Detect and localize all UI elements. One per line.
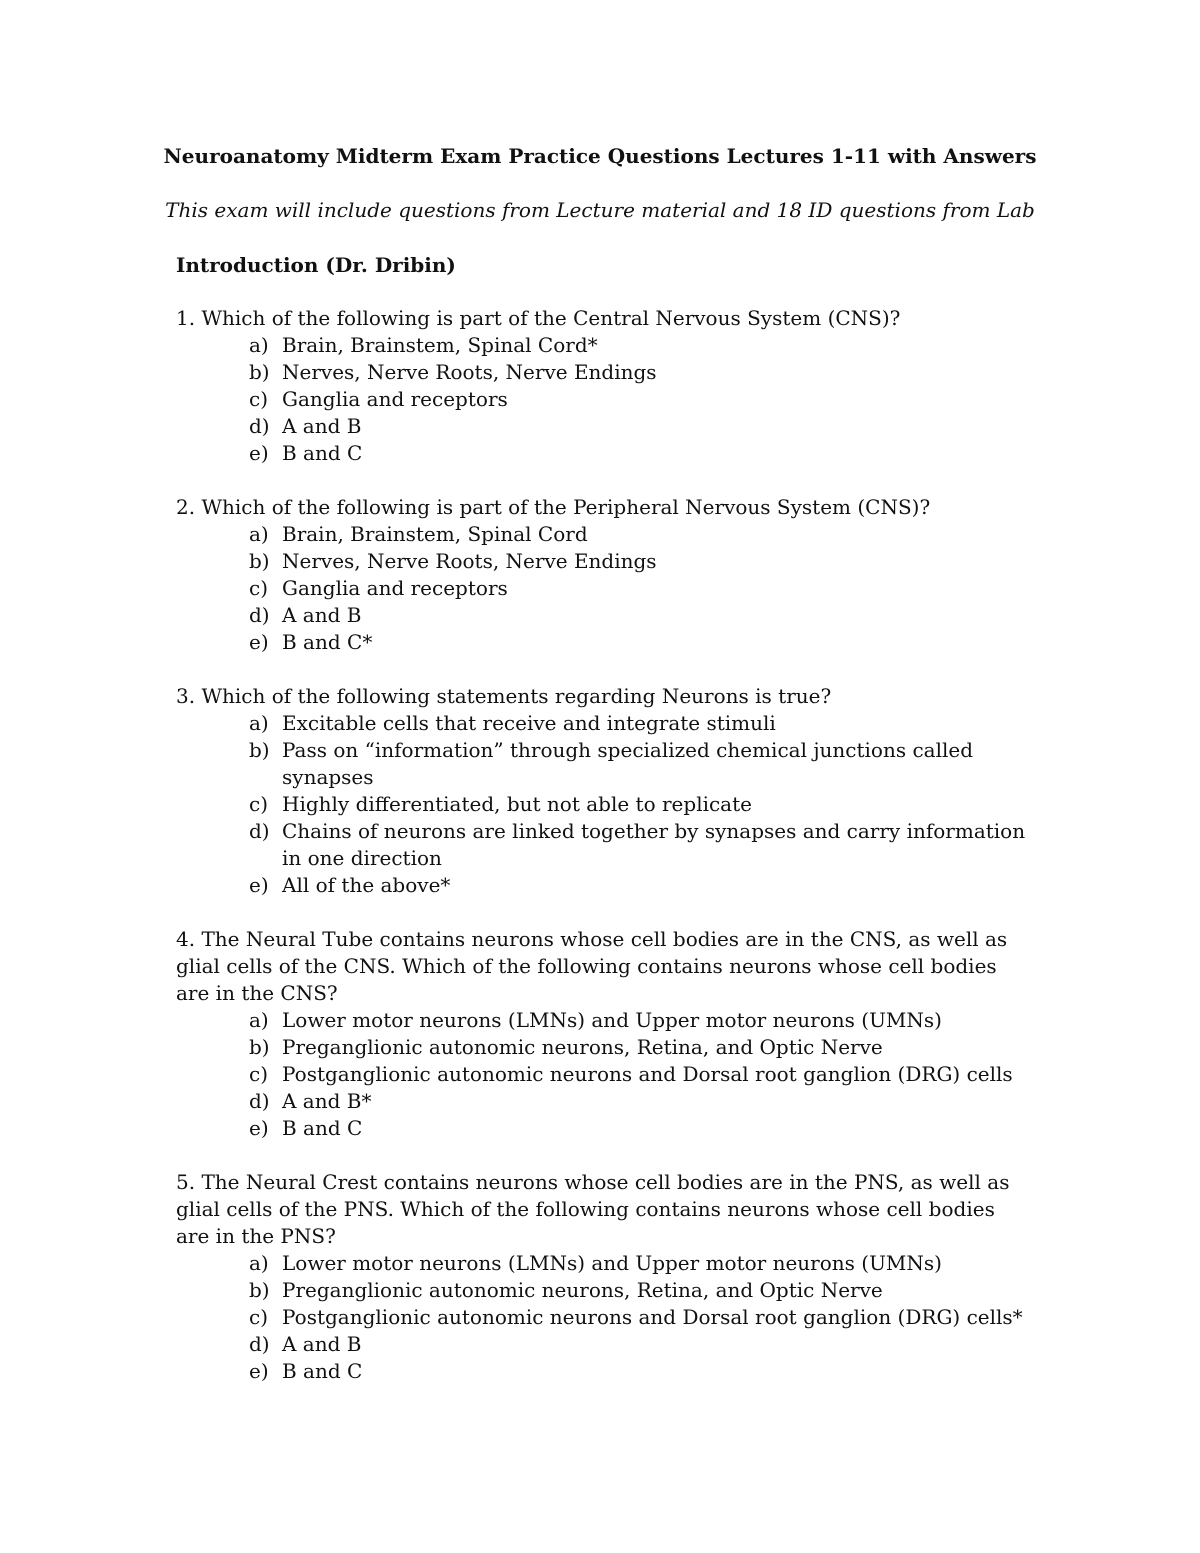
answer-option [176, 710, 1026, 737]
option-text: B and C [282, 1359, 363, 1383]
answer-option [176, 1007, 1026, 1034]
option-text: B and C [282, 1116, 363, 1140]
option-letter: e) [249, 873, 269, 897]
question-2 [176, 494, 1026, 656]
answer-option [176, 548, 1026, 575]
option-letter: e) [249, 1116, 269, 1140]
option-letter: d) [249, 1089, 270, 1113]
answer-option [176, 1304, 1026, 1331]
option-text: Nerves, Nerve Roots, Nerve Endings [282, 549, 657, 573]
option-text: Highly differentiated, but not able to replicate [282, 792, 752, 816]
option-letter: d) [249, 1332, 270, 1356]
option-letter: d) [249, 414, 270, 438]
option-text: Ganglia and receptors [282, 576, 508, 600]
section-heading: Introduction (Dr. Dribin) [176, 253, 456, 277]
answer-option [176, 602, 1026, 629]
option-letter: c) [249, 576, 269, 600]
option-letter: d) [249, 603, 270, 627]
answer-option [176, 1061, 1026, 1088]
answer-option [176, 1250, 1026, 1277]
option-letter: b) [249, 360, 270, 384]
option-text: Lower motor neurons (LMNs) and Upper motor neurons (UMNs) [282, 1251, 942, 1275]
option-text: A and B* [282, 1089, 372, 1113]
option-letter: c) [249, 1305, 269, 1329]
answer-option [176, 332, 1026, 359]
question-stem: 2. Which of the following is part of the Peripheral Nervous System (CNS)? [176, 495, 931, 519]
question-4 [176, 926, 1026, 1142]
option-text: Pass on “information” through specialized chemical junctions called synapses [282, 738, 974, 789]
option-letter: e) [249, 441, 269, 465]
option-letter: c) [249, 792, 269, 816]
answer-option [176, 413, 1026, 440]
option-text: Ganglia and receptors [282, 387, 508, 411]
option-letter: b) [249, 1035, 270, 1059]
answer-option [176, 1088, 1026, 1115]
option-text: B and C* [282, 630, 373, 654]
document-subtitle: This exam will include questions from Lecture material and 18 ID questions from Lab [165, 198, 1035, 222]
option-letter: b) [249, 738, 270, 762]
question-3 [176, 683, 1026, 899]
option-text: Brain, Brainstem, Spinal Cord* [282, 333, 598, 357]
option-text: Postganglionic autonomic neurons and Dorsal root ganglion (DRG) cells [282, 1062, 1013, 1086]
answer-option [176, 1277, 1026, 1304]
answer-option [176, 359, 1026, 386]
option-text: B and C [282, 441, 363, 465]
document-title: Neuroanatomy Midterm Exam Practice Questions Lectures 1-11 with Answers [163, 144, 1037, 168]
answer-option [176, 629, 1026, 656]
option-letter: e) [249, 1359, 269, 1383]
question-stem: 1. Which of the following is part of the Central Nervous System (CNS)? [176, 306, 901, 330]
option-text: A and B [282, 603, 362, 627]
answer-option [176, 575, 1026, 602]
option-letter: d) [249, 819, 270, 843]
answer-option [176, 440, 1026, 467]
question-stem: 4. The Neural Tube contains neurons whose cell bodies are in the CNS, as well as glial cells of the CNS. Which of the following contains neurons whose cell bodies are in the CNS? [176, 927, 1008, 1005]
option-letter: b) [249, 1278, 270, 1302]
option-text: Postganglionic autonomic neurons and Dorsal root ganglion (DRG) cells* [282, 1305, 1023, 1329]
option-text: Nerves, Nerve Roots, Nerve Endings [282, 360, 657, 384]
option-text: Brain, Brainstem, Spinal Cord [282, 522, 588, 546]
option-letter: c) [249, 1062, 269, 1086]
option-text: A and B [282, 1332, 362, 1356]
answer-option [176, 1358, 1026, 1385]
option-letter: a) [249, 1251, 269, 1275]
question-stem: 5. The Neural Crest contains neurons whose cell bodies are in the PNS, as well as glial cells of the PNS. Which of the following contains neurons whose cell bodies are in the PNS? [176, 1170, 1010, 1248]
option-letter: c) [249, 387, 269, 411]
option-letter: a) [249, 711, 269, 735]
answer-option [176, 521, 1026, 548]
option-text: A and B [282, 414, 362, 438]
question-1 [176, 305, 1026, 467]
option-letter: b) [249, 549, 270, 573]
answer-option [176, 791, 1026, 818]
option-text: Preganglionic autonomic neurons, Retina, and Optic Nerve [282, 1035, 883, 1059]
option-letter: a) [249, 333, 269, 357]
option-text: Excitable cells that receive and integrate stimuli [282, 711, 776, 735]
option-text: Chains of neurons are linked together by synapses and carry information in one direction [282, 819, 1026, 870]
question-stem: 3. Which of the following statements regarding Neurons is true? [176, 684, 832, 708]
option-letter: a) [249, 522, 269, 546]
answer-option [176, 818, 1026, 872]
option-text: All of the above* [282, 873, 451, 897]
option-letter: e) [249, 630, 269, 654]
answer-option [176, 872, 1026, 899]
option-text: Preganglionic autonomic neurons, Retina, and Optic Nerve [282, 1278, 883, 1302]
answer-option [176, 1331, 1026, 1358]
answer-option [176, 386, 1026, 413]
option-text: Lower motor neurons (LMNs) and Upper motor neurons (UMNs) [282, 1008, 942, 1032]
answer-option [176, 1115, 1026, 1142]
question-list [176, 305, 1026, 1412]
option-letter: a) [249, 1008, 269, 1032]
question-5 [176, 1169, 1026, 1385]
answer-option [176, 737, 1026, 791]
answer-option [176, 1034, 1026, 1061]
